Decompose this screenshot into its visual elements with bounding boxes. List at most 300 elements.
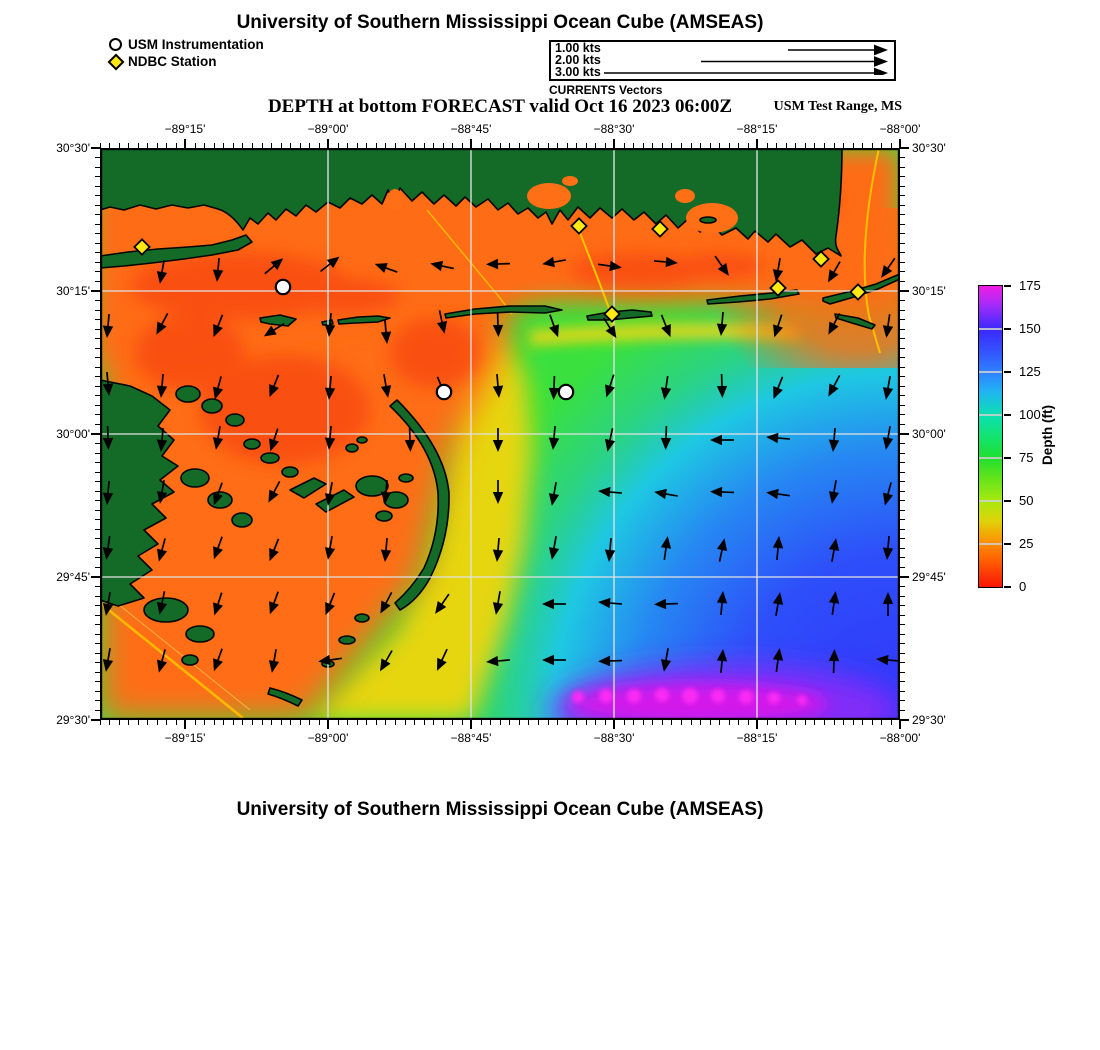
- axis-minor-tick: [576, 143, 577, 148]
- legend-label: USM Instrumentation: [128, 37, 264, 52]
- axis-minor-tick: [900, 710, 905, 711]
- axis-minor-tick: [242, 143, 243, 148]
- marsh-blob: [144, 598, 188, 622]
- axis-minor-tick: [252, 143, 253, 148]
- axis-minor-tick: [452, 143, 453, 148]
- axis-minor-tick: [490, 720, 491, 725]
- axis-minor-tick: [300, 720, 301, 725]
- axis-minor-tick: [490, 143, 491, 148]
- axis-minor-tick: [95, 510, 100, 511]
- axis-minor-tick: [900, 443, 905, 444]
- axis-minor-tick: [624, 143, 625, 148]
- current-scale-box: [549, 40, 896, 81]
- axis-minor-tick: [262, 143, 263, 148]
- x-axis-tick-label: −88°45': [450, 122, 492, 136]
- axis-minor-tick: [347, 143, 348, 148]
- x-axis-tick-label: −88°15': [736, 122, 778, 136]
- axis-minor-tick: [900, 634, 905, 635]
- axis-major-tick: [900, 290, 909, 292]
- islet: [355, 614, 369, 622]
- colorbar-gridline: [979, 414, 1002, 415]
- ndbc-diamond-icon: [108, 54, 124, 70]
- colorbar-gradient: [979, 286, 1002, 587]
- scale-row-label: 3.00 kts: [555, 65, 601, 80]
- axis-minor-tick: [900, 281, 905, 282]
- axis-minor-tick: [462, 720, 463, 725]
- colorbar-tick-label: 100: [1019, 407, 1041, 422]
- axis-minor-tick: [95, 157, 100, 158]
- axis-minor-tick: [633, 143, 634, 148]
- axis-major-tick: [899, 720, 901, 729]
- station-legend: [108, 36, 264, 70]
- axis-minor-tick: [300, 143, 301, 148]
- colorbar-gridline: [979, 371, 1002, 372]
- axis-minor-tick: [900, 243, 905, 244]
- axis-minor-tick: [157, 143, 158, 148]
- axis-minor-tick: [233, 720, 234, 725]
- axis-minor-tick: [900, 691, 905, 692]
- axis-minor-tick: [414, 143, 415, 148]
- axis-minor-tick: [95, 281, 100, 282]
- current-scale-arrows: [551, 42, 890, 75]
- axis-minor-tick: [95, 386, 100, 387]
- colorbar-title: Depth (ft): [1040, 405, 1055, 465]
- axis-minor-tick: [95, 224, 100, 225]
- axis-minor-tick: [95, 319, 100, 320]
- axis-minor-tick: [357, 143, 358, 148]
- y-axis-tick-label: 30°00': [912, 427, 946, 441]
- axis-minor-tick: [95, 300, 100, 301]
- axis-minor-tick: [662, 720, 663, 725]
- axis-minor-tick: [872, 143, 873, 148]
- marsh-blob: [261, 453, 279, 463]
- axis-minor-tick: [271, 143, 272, 148]
- axis-minor-tick: [538, 143, 539, 148]
- y-axis-tick-label: 30°00': [56, 427, 90, 441]
- axis-minor-tick: [452, 720, 453, 725]
- axis-minor-tick: [729, 143, 730, 148]
- axis-minor-tick: [671, 143, 672, 148]
- marsh-blob: [208, 492, 232, 508]
- axis-minor-tick: [900, 357, 905, 358]
- x-axis-tick-label: −88°45': [450, 731, 492, 745]
- axis-minor-tick: [119, 143, 120, 148]
- colorbar-tick: [1004, 543, 1011, 545]
- axis-minor-tick: [242, 720, 243, 725]
- x-axis-tick-label: −89°15': [164, 122, 206, 136]
- axis-minor-tick: [776, 143, 777, 148]
- axis-major-tick: [900, 719, 909, 721]
- axis-minor-tick: [309, 143, 310, 148]
- axis-minor-tick: [319, 143, 320, 148]
- axis-minor-tick: [95, 538, 100, 539]
- axis-minor-tick: [891, 143, 892, 148]
- usm-circle-icon: [108, 37, 124, 53]
- footer-title: University of Southern Mississippi Ocean Cube (AMSEAS): [236, 799, 764, 820]
- axis-minor-tick: [900, 271, 905, 272]
- axis-minor-tick: [900, 557, 905, 558]
- axis-major-tick: [613, 139, 615, 148]
- page-title: University of Southern Mississippi Ocean Cube (AMSEAS): [236, 12, 764, 33]
- legend-item-ndbc: [108, 53, 264, 70]
- scale-arrowhead-icon: [874, 68, 888, 75]
- axis-minor-tick: [95, 710, 100, 711]
- axis-minor-tick: [481, 720, 482, 725]
- axis-minor-tick: [872, 720, 873, 725]
- axis-minor-tick: [652, 720, 653, 725]
- colorbar-tick-label: 50: [1019, 493, 1034, 508]
- bay-islet: [700, 217, 716, 223]
- axis-minor-tick: [376, 143, 377, 148]
- axis-minor-tick: [900, 367, 905, 368]
- y-axis-tick-label: 29°30': [56, 713, 90, 727]
- axis-minor-tick: [204, 720, 205, 725]
- axis-minor-tick: [900, 586, 905, 587]
- axis-minor-tick: [95, 662, 100, 663]
- axis-minor-tick: [681, 720, 682, 725]
- colorbar-gridline: [979, 457, 1002, 458]
- axis-minor-tick: [795, 143, 796, 148]
- axis-minor-tick: [567, 143, 568, 148]
- marsh-blob: [202, 399, 222, 413]
- x-axis-tick-label: −88°15': [736, 731, 778, 745]
- axis-minor-tick: [95, 271, 100, 272]
- axis-major-tick: [184, 139, 186, 148]
- axis-minor-tick: [557, 143, 558, 148]
- axis-minor-tick: [281, 720, 282, 725]
- axis-minor-tick: [652, 143, 653, 148]
- axis-minor-tick: [900, 481, 905, 482]
- axis-minor-tick: [681, 143, 682, 148]
- x-axis-tick-label: −89°15': [164, 731, 206, 745]
- colorbar-gridline: [979, 543, 1002, 544]
- axis-minor-tick: [100, 720, 101, 725]
- islet: [339, 636, 355, 644]
- axis-minor-tick: [538, 720, 539, 725]
- axis-minor-tick: [166, 720, 167, 725]
- axis-minor-tick: [900, 310, 905, 311]
- axis-minor-tick: [633, 720, 634, 725]
- marsh-blob: [226, 414, 244, 426]
- axis-minor-tick: [548, 143, 549, 148]
- depth-colorbar: [978, 278, 1041, 594]
- axis-minor-tick: [176, 720, 177, 725]
- axis-minor-tick: [95, 348, 100, 349]
- axis-minor-tick: [900, 462, 905, 463]
- axis-minor-tick: [900, 700, 905, 701]
- axis-minor-tick: [900, 167, 905, 168]
- currents-vectors-caption: CURRENTS Vectors: [549, 83, 663, 97]
- axis-minor-tick: [900, 195, 905, 196]
- axis-minor-tick: [138, 143, 139, 148]
- axis-minor-tick: [95, 615, 100, 616]
- y-axis-tick-label: 29°30': [912, 713, 946, 727]
- marsh-blob: [244, 439, 260, 449]
- colorbar-tick: [1004, 414, 1011, 416]
- axis-minor-tick: [900, 453, 905, 454]
- axis-minor-tick: [338, 143, 339, 148]
- axis-minor-tick: [605, 720, 606, 725]
- x-axis-tick-label: −88°00': [879, 731, 921, 745]
- axis-minor-tick: [95, 672, 100, 673]
- axis-minor-tick: [624, 720, 625, 725]
- axis-minor-tick: [900, 338, 905, 339]
- axis-minor-tick: [95, 653, 100, 654]
- axis-minor-tick: [900, 376, 905, 377]
- axis-minor-tick: [95, 443, 100, 444]
- axis-minor-tick: [95, 233, 100, 234]
- axis-minor-tick: [853, 143, 854, 148]
- axis-minor-tick: [834, 143, 835, 148]
- axis-minor-tick: [233, 143, 234, 148]
- axis-minor-tick: [834, 720, 835, 725]
- axis-minor-tick: [500, 720, 501, 725]
- axis-minor-tick: [900, 643, 905, 644]
- axis-minor-tick: [605, 143, 606, 148]
- axis-minor-tick: [376, 720, 377, 725]
- axis-minor-tick: [271, 720, 272, 725]
- axis-minor-tick: [843, 143, 844, 148]
- axis-minor-tick: [500, 143, 501, 148]
- axis-minor-tick: [166, 143, 167, 148]
- axis-minor-tick: [643, 143, 644, 148]
- axis-minor-tick: [95, 557, 100, 558]
- axis-minor-tick: [691, 143, 692, 148]
- axis-minor-tick: [900, 214, 905, 215]
- axis-minor-tick: [95, 329, 100, 330]
- marsh-blob: [282, 467, 298, 477]
- axis-minor-tick: [748, 143, 749, 148]
- axis-minor-tick: [95, 519, 100, 520]
- marsh-blob: [182, 655, 198, 665]
- axis-minor-tick: [900, 329, 905, 330]
- colorbar-tick: [1004, 285, 1011, 287]
- axis-minor-tick: [319, 720, 320, 725]
- axis-minor-tick: [900, 596, 905, 597]
- axis-minor-tick: [128, 720, 129, 725]
- axis-minor-tick: [862, 720, 863, 725]
- axis-minor-tick: [567, 720, 568, 725]
- forecast-title: DEPTH at bottom FORECAST valid Oct 16 2023 06:00Z: [267, 96, 733, 117]
- axis-minor-tick: [95, 424, 100, 425]
- axis-minor-tick: [95, 586, 100, 587]
- axis-major-tick: [327, 139, 329, 148]
- axis-major-tick: [900, 576, 909, 578]
- map-plot-area: [56, 122, 946, 745]
- axis-minor-tick: [95, 205, 100, 206]
- axis-minor-tick: [900, 186, 905, 187]
- axis-minor-tick: [290, 720, 291, 725]
- marsh-blob: [346, 444, 358, 452]
- colorbar-gridline: [979, 500, 1002, 501]
- axis-minor-tick: [557, 720, 558, 725]
- legend-label: NDBC Station: [128, 54, 217, 69]
- axis-minor-tick: [95, 214, 100, 215]
- axis-minor-tick: [900, 472, 905, 473]
- axis-major-tick: [91, 147, 100, 149]
- axis-minor-tick: [900, 157, 905, 158]
- axis-minor-tick: [128, 143, 129, 148]
- axis-minor-tick: [738, 720, 739, 725]
- x-axis-tick-label: −88°30': [593, 122, 635, 136]
- axis-minor-tick: [95, 529, 100, 530]
- axis-minor-tick: [805, 143, 806, 148]
- axis-minor-tick: [95, 367, 100, 368]
- axis-major-tick: [613, 720, 615, 729]
- axis-minor-tick: [843, 720, 844, 725]
- axis-minor-tick: [366, 720, 367, 725]
- colorbar-tick: [1004, 371, 1011, 373]
- usm-instrumentation-marker: [276, 280, 290, 294]
- axis-minor-tick: [109, 720, 110, 725]
- axis-minor-tick: [900, 500, 905, 501]
- axis-major-tick: [756, 720, 758, 729]
- axis-minor-tick: [95, 243, 100, 244]
- axis-minor-tick: [214, 720, 215, 725]
- x-axis-tick-label: −89°00': [307, 731, 349, 745]
- axis-minor-tick: [900, 424, 905, 425]
- axis-minor-tick: [900, 548, 905, 549]
- axis-minor-tick: [95, 462, 100, 463]
- axis-minor-tick: [424, 720, 425, 725]
- usm-instrumentation-marker: [437, 385, 451, 399]
- axis-minor-tick: [710, 720, 711, 725]
- colorbar-tick-label: 150: [1019, 321, 1041, 336]
- axis-minor-tick: [691, 720, 692, 725]
- axis-minor-tick: [109, 143, 110, 148]
- axis-minor-tick: [862, 143, 863, 148]
- axis-minor-tick: [147, 143, 148, 148]
- axis-minor-tick: [900, 510, 905, 511]
- axis-minor-tick: [443, 720, 444, 725]
- axis-minor-tick: [290, 143, 291, 148]
- y-axis-tick-label: 30°30': [912, 141, 946, 155]
- axis-minor-tick: [385, 143, 386, 148]
- axis-minor-tick: [509, 143, 510, 148]
- axis-minor-tick: [462, 143, 463, 148]
- x-axis-tick-label: −88°00': [879, 122, 921, 136]
- marsh-blob: [186, 626, 214, 642]
- colorbar-gridline: [979, 328, 1002, 329]
- axis-minor-tick: [95, 643, 100, 644]
- axis-minor-tick: [347, 720, 348, 725]
- colorbar-tick: [1004, 500, 1011, 502]
- y-axis-tick-label: 29°45': [56, 570, 90, 584]
- axis-minor-tick: [805, 720, 806, 725]
- axis-minor-tick: [95, 338, 100, 339]
- axis-minor-tick: [195, 143, 196, 148]
- axis-minor-tick: [95, 481, 100, 482]
- colorbar-tick: [1004, 586, 1011, 588]
- axis-minor-tick: [548, 720, 549, 725]
- marsh-blob: [357, 437, 367, 443]
- x-axis-tick-label: −88°30': [593, 731, 635, 745]
- colorbar-tick-label: 25: [1019, 536, 1034, 551]
- axis-minor-tick: [95, 681, 100, 682]
- axis-minor-tick: [95, 395, 100, 396]
- y-axis-tick-label: 30°15': [56, 284, 90, 298]
- axis-major-tick: [470, 139, 472, 148]
- axis-minor-tick: [214, 143, 215, 148]
- scale-arrowhead-icon: [874, 56, 888, 67]
- axis-minor-tick: [95, 691, 100, 692]
- axis-minor-tick: [891, 720, 892, 725]
- marsh-blob: [399, 474, 413, 482]
- axis-minor-tick: [900, 538, 905, 539]
- marsh-blob: [176, 386, 200, 402]
- axis-minor-tick: [95, 605, 100, 606]
- axis-minor-tick: [138, 720, 139, 725]
- axis-minor-tick: [252, 720, 253, 725]
- axis-minor-tick: [433, 720, 434, 725]
- axis-major-tick: [91, 290, 100, 292]
- axis-minor-tick: [814, 720, 815, 725]
- legend-item-usm: [108, 36, 264, 53]
- axis-minor-tick: [900, 405, 905, 406]
- axis-minor-tick: [671, 720, 672, 725]
- marsh-blob: [181, 469, 209, 487]
- axis-minor-tick: [586, 720, 587, 725]
- axis-minor-tick: [157, 720, 158, 725]
- axis-minor-tick: [204, 143, 205, 148]
- marsh-blob: [376, 511, 392, 521]
- axis-minor-tick: [767, 720, 768, 725]
- axis-minor-tick: [900, 224, 905, 225]
- axis-minor-tick: [95, 357, 100, 358]
- axis-minor-tick: [395, 143, 396, 148]
- axis-minor-tick: [881, 143, 882, 148]
- axis-minor-tick: [586, 143, 587, 148]
- axis-minor-tick: [95, 195, 100, 196]
- axis-minor-tick: [424, 143, 425, 148]
- axis-minor-tick: [95, 167, 100, 168]
- axis-major-tick: [756, 139, 758, 148]
- axis-minor-tick: [853, 720, 854, 725]
- axis-minor-tick: [900, 348, 905, 349]
- axis-major-tick: [184, 720, 186, 729]
- axis-minor-tick: [223, 720, 224, 725]
- axis-minor-tick: [528, 720, 529, 725]
- map-canvas: [100, 148, 900, 720]
- axis-minor-tick: [824, 143, 825, 148]
- scale-arrowhead-icon: [874, 45, 888, 56]
- axis-minor-tick: [719, 143, 720, 148]
- axis-major-tick: [470, 720, 472, 729]
- axis-minor-tick: [281, 143, 282, 148]
- axis-minor-tick: [767, 143, 768, 148]
- axis-minor-tick: [900, 386, 905, 387]
- axis-minor-tick: [576, 720, 577, 725]
- axis-minor-tick: [595, 720, 596, 725]
- axis-minor-tick: [700, 720, 701, 725]
- axis-minor-tick: [357, 720, 358, 725]
- axis-minor-tick: [900, 414, 905, 415]
- axis-minor-tick: [176, 143, 177, 148]
- axis-minor-tick: [262, 720, 263, 725]
- axis-minor-tick: [95, 500, 100, 501]
- axis-minor-tick: [95, 405, 100, 406]
- axis-major-tick: [900, 147, 909, 149]
- axis-minor-tick: [748, 720, 749, 725]
- y-axis-tick-label: 30°30': [56, 141, 90, 155]
- y-axis-tick-label: 29°45': [912, 570, 946, 584]
- scale-row-label: 2.00 kts: [555, 53, 601, 68]
- axis-minor-tick: [643, 720, 644, 725]
- axis-minor-tick: [95, 186, 100, 187]
- axis-minor-tick: [900, 176, 905, 177]
- axis-minor-tick: [519, 720, 520, 725]
- axis-minor-tick: [95, 472, 100, 473]
